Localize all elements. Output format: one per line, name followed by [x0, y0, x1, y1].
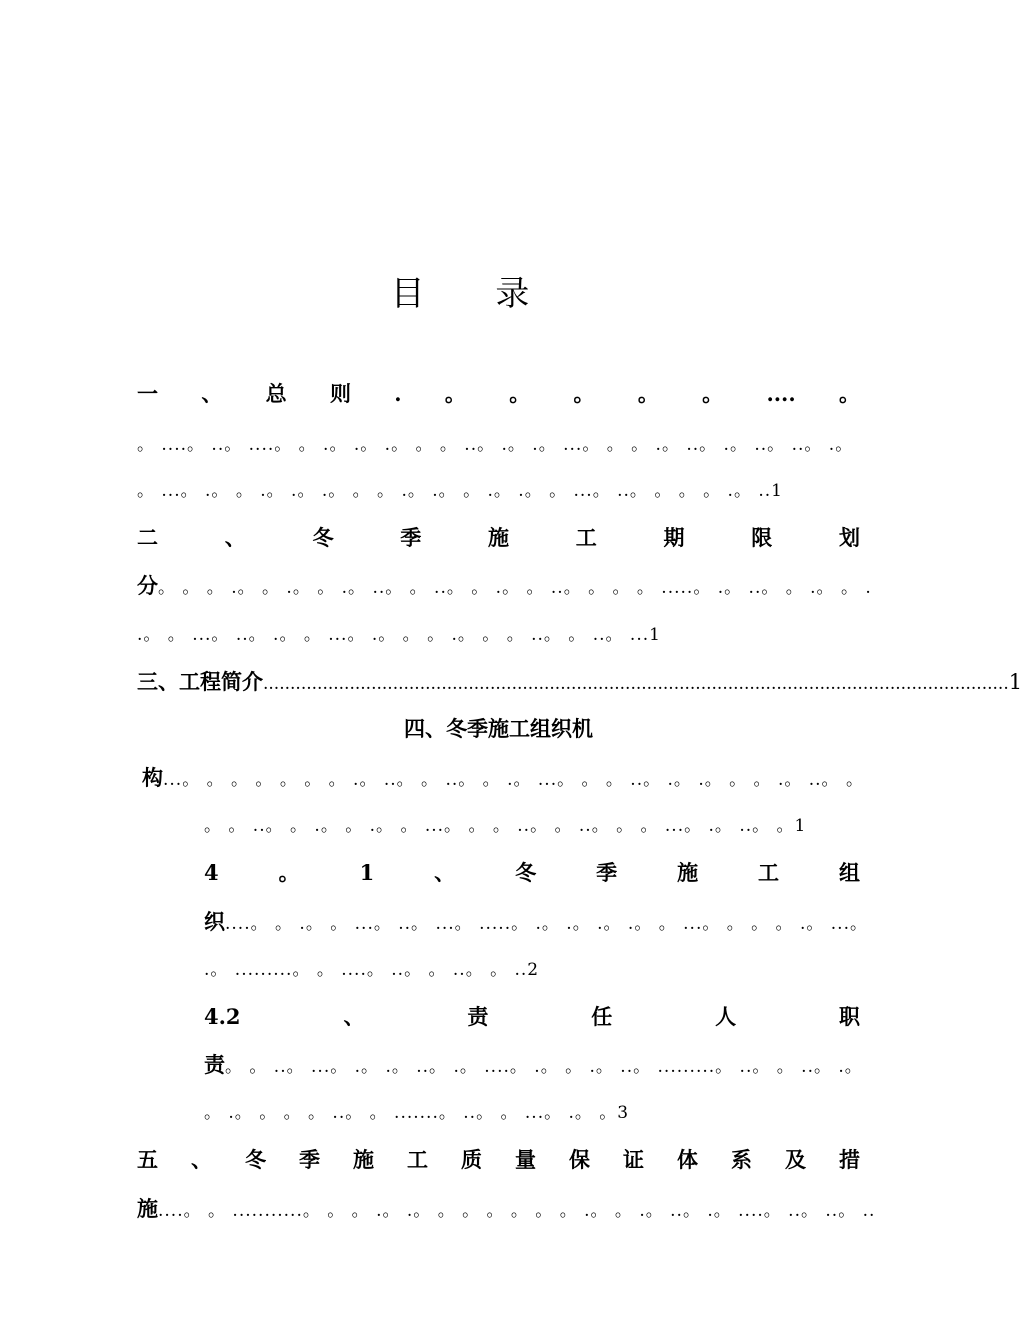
toc-entry-5-token: 、	[191, 1147, 212, 1172]
toc-entry-2-token: 季	[400, 525, 422, 550]
toc-entry-2-dots: 。 。 。 .。 。 .。 。 .。 ..。 。 ..。 。 .。 。 ..。 。 。 。 .....。 .。 ..。 。 .。 。 .	[158, 578, 872, 598]
toc-entry-4-1-token: 冬	[515, 860, 537, 885]
toc-entry-4-2-dots: 。 。 ..。 ...。 .。 .。 ..。 .。 ....。 .。 。 .。 ..。 .........。 ..。 。 ..。 .。	[225, 1057, 863, 1077]
page-title: 目 录	[390, 274, 560, 314]
toc-entry-1-token: 。	[702, 381, 724, 406]
toc-entry-2-token: 施	[488, 525, 509, 550]
toc-entry-1-token: 、	[201, 381, 223, 406]
toc-entry-4-1-head: 织	[204, 909, 225, 934]
toc-entry-4-1-token: 。	[278, 860, 300, 885]
toc-entry-1-row1	[137, 379, 860, 409]
toc-entry-4-row3: 。 。 ..。 。 .。 。 .。 。 ...。 。 。 ..。 。 ..。 。 。 ...。 .。 ..。 。1	[204, 816, 807, 836]
toc-entry-5-token: 证	[623, 1147, 644, 1172]
toc-entry-1-token: .	[394, 381, 402, 406]
toc-entry-5-token: 及	[785, 1147, 806, 1172]
toc-entry-1-token: 一	[137, 381, 158, 406]
toc-entry-4-1-row3: .。 .........。 。 ....。 ..。 。 ..。 。 ..2	[204, 960, 540, 980]
toc-entry-4-2-token: 职	[839, 1004, 860, 1029]
toc-entry-2-token: 、	[224, 525, 246, 550]
toc-entry-2-token: 工	[575, 525, 597, 550]
toc-entry-2-token: 限	[751, 525, 773, 550]
toc-entry-4-2-row2	[204, 1050, 863, 1082]
toc-entry-5-token: 季	[299, 1147, 320, 1172]
toc-entry-4-1-row2	[204, 907, 868, 939]
toc-entry-4-2-token: 人	[715, 1004, 737, 1029]
toc-entry-1-row2: 。 ....。 ..。 ....。 。 .。 .。 .。 。 。 ..。 .。 .。 ...。 。 。 .。 ..。 .。 ..。 ..。 .。	[137, 435, 854, 455]
toc-entry-5-token: 冬	[245, 1147, 266, 1172]
toc-entry-3-label: 三、工程简介	[137, 669, 263, 694]
toc-entry-4-1-token: 施	[677, 860, 699, 885]
toc-entry-2-head: 分	[137, 573, 158, 598]
toc-entry-1-token: 总	[265, 381, 287, 406]
toc-entry-5-token: 体	[677, 1147, 698, 1172]
toc-entry-4-1-token: 组	[839, 860, 860, 885]
toc-entry-4-1-token: 季	[596, 860, 618, 885]
toc-entry-4-1-token: 4	[204, 860, 219, 885]
toc-entry-3-page: 1	[1008, 670, 1022, 694]
toc-entry-1-token: 。	[573, 381, 595, 406]
toc-entry-5-row2	[137, 1194, 876, 1226]
toc-entry-1-token: 。	[444, 381, 466, 406]
toc-entry-2-token: 划	[839, 525, 860, 550]
toc-entry-4-1-token: 1	[359, 860, 375, 885]
toc-entry-1-token: 则	[329, 381, 351, 406]
toc-entry-2-token: 期	[663, 525, 685, 550]
toc-entry-5-token: 措	[839, 1147, 860, 1172]
toc-entry-4-1-token: 、	[434, 860, 456, 885]
toc-entry-4-2-row3: 。 .。 。 。 。 ..。 。 .......。 ..。 。 ...。 .。 。3	[204, 1103, 630, 1123]
toc-entry-4-1-dots: ....。 。 .。 。 ...。 ..。 ...。 .....。 .。 .。 .。 .。 。 ...。 。 。 。 .。 ...。	[225, 914, 868, 934]
toc-entry-4-2-token: 责	[467, 1004, 489, 1029]
toc-entry-5-token: 施	[353, 1147, 374, 1172]
toc-entry-5-token: 系	[731, 1147, 752, 1172]
toc-entry-2-token: 二	[137, 525, 158, 550]
toc-entry-2-row3: .。 。 ...。 ..。 .。 。 ...。 .。 。 。 .。 。 。 ..。 。 ..。 ...1	[137, 625, 661, 645]
toc-entry-4-head: 构	[142, 765, 163, 790]
toc-entry-1-token: ....	[766, 381, 796, 406]
toc-entry-5-head: 施	[137, 1196, 158, 1221]
toc-entry-1-row3: 。 ...。 .。 。 .。 .。 .。 。 。 .。 .。 。 .。 .。 。 ...。 ..。 。 。 。 .。 ..1	[137, 481, 783, 501]
toc-entry-5-token: 保	[569, 1147, 590, 1172]
toc-entry-2-row1	[137, 523, 860, 553]
toc-entry-1-token: 。	[839, 381, 860, 406]
toc-entry-5-row1	[137, 1145, 860, 1175]
toc-entry-5-token: 五	[137, 1147, 158, 1172]
toc-entry-1-token: 。	[509, 381, 531, 406]
toc-entry-5-dots: ....。 。 ...........。 。 。 .。 .。 。 。 。 。 。 。 .。 。 .。 ..。 .。 ....。 ..。 ..。 ..	[158, 1201, 876, 1221]
toc-entry-4-row1: 四、冬季施工组织机	[404, 716, 593, 741]
toc-entry-5-token: 工	[407, 1147, 428, 1172]
toc-entry-5-token: 量	[515, 1147, 536, 1172]
toc-entry-4-row2	[142, 763, 865, 795]
toc-entry-1-token: 。	[637, 381, 659, 406]
toc-entry-4-2-token: 、	[343, 1004, 365, 1029]
toc-entry-4-1-row1	[204, 858, 860, 888]
toc-entry-4-2-head: 责	[204, 1052, 225, 1077]
toc-entry-4-dots: ...。 。 。 。 。 。 。 .。 ..。 。 ..。 。 .。 ...。 。 。 ..。 .。 .。 。 。 .。 ..。 。	[163, 770, 864, 790]
toc-entry-2-row2	[137, 571, 872, 603]
toc-entry-4-1-token: 工	[758, 860, 780, 885]
toc-entry-5-token: 质	[461, 1147, 482, 1172]
toc-entry-2-token: 冬	[312, 525, 334, 550]
toc-entry-4-2-token: 任	[591, 1004, 613, 1029]
toc-entry-3-leader: ..........................................................................................................................................	[263, 674, 1009, 694]
toc-entry-4-2-token: 4.2	[204, 1004, 241, 1029]
toc-entry-3	[137, 667, 1022, 699]
toc-entry-4-2-row1	[204, 1002, 860, 1032]
